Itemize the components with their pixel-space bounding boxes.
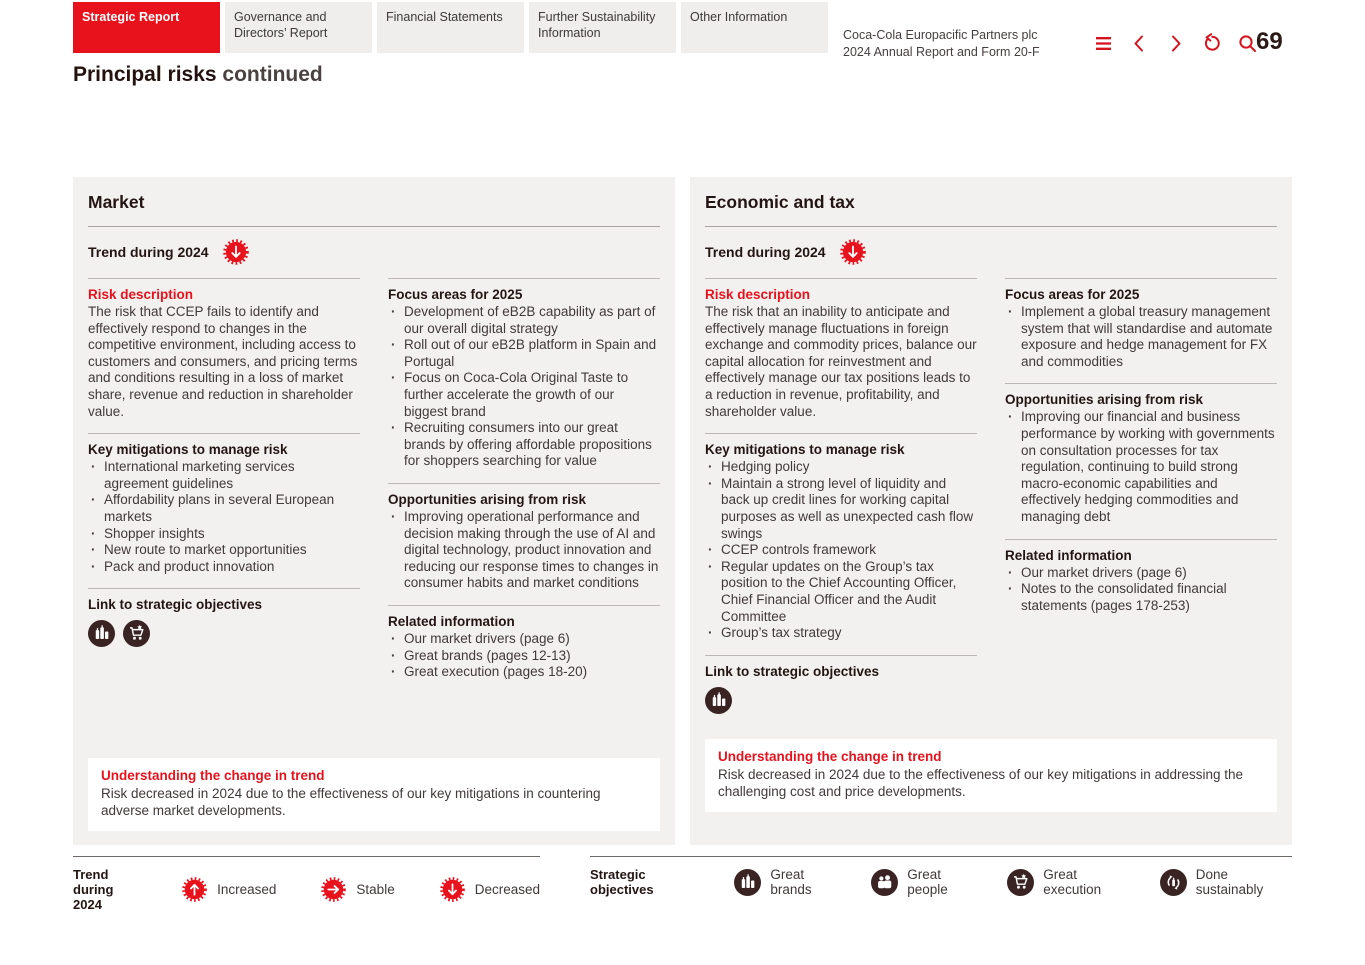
key-mitigations-list (88, 459, 360, 575)
trend-label: Trend during 2024 (88, 244, 209, 260)
focus-areas-section (388, 278, 660, 483)
list-item: · Great brands (pages 12-13) (388, 648, 660, 665)
panel-right-column (388, 278, 660, 694)
understanding-trend-text: Risk decreased in 2024 due to the effectiveness of our key mitigations in countering adverse market developments. (101, 786, 601, 818)
key-mitigations-heading: Key mitigations to manage risk (88, 442, 288, 458)
risk-description-section (705, 278, 977, 433)
opportunities-list (1005, 409, 1277, 525)
panel-market (73, 177, 675, 845)
legend-label: Great people (907, 867, 948, 897)
page-title (73, 63, 323, 87)
trend-row (705, 227, 1277, 278)
list-item: · Roll out of our eB2B platform in Spain and Portugal (388, 337, 660, 370)
list-item: · Shopper insights (88, 526, 360, 543)
list-item: · CCEP controls framework (705, 542, 977, 559)
strategic-objectives-legend (590, 856, 1292, 897)
great-brands-icon (705, 687, 732, 714)
company-name: Coca-Cola Europacific Partners plc (843, 28, 1038, 42)
understanding-trend-heading: Understanding the change in trend (718, 749, 942, 764)
list-item: · Affordability plans in several European markets (88, 492, 360, 525)
list-item: · Development of eB2B capability as part of our overall digital strategy (388, 304, 660, 337)
understanding-trend-heading: Understanding the change in trend (101, 768, 325, 783)
trend-legend-title: Trend during 2024 (73, 867, 114, 912)
undo-icon[interactable] (1201, 33, 1222, 54)
key-mitigations-section (88, 433, 360, 588)
legend-item-done-sustainably (1160, 867, 1292, 897)
risk-panels (73, 177, 1292, 845)
key-mitigations-section (705, 433, 977, 655)
opportunities-section (1005, 383, 1277, 538)
related-information-section (1005, 539, 1277, 628)
key-mitigations-list (705, 459, 977, 642)
legend-label: Great execution (1043, 867, 1102, 897)
list-item: · Our market drivers (page 6) (388, 631, 660, 648)
tab-further-sustainability-information[interactable]: Further Sustainability Information (529, 2, 676, 53)
great-execution-icon (123, 620, 150, 647)
opportunities-section (388, 483, 660, 605)
opportunities-list (388, 509, 660, 592)
great-brands-icon (734, 869, 761, 896)
legend-item-stable (320, 876, 394, 903)
trend-increased-icon (181, 876, 208, 903)
objective-icons (705, 687, 977, 714)
trend-legend (73, 856, 540, 912)
legend-item-increased (181, 876, 276, 903)
tab-governance-directors-report[interactable]: Governance and Directors’ Report (225, 2, 372, 53)
panel-title: Market (88, 190, 660, 227)
list-item: · Our market drivers (page 6) (1005, 565, 1277, 582)
focus-areas-heading: Focus areas for 2025 (388, 287, 523, 302)
report-identifier (843, 27, 1040, 61)
related-information-list (388, 631, 660, 681)
list-item: · Regular updates on the Group’s tax position to the Chief Accounting Officer, Chief Financial Officer and the Audit Committee (705, 559, 977, 625)
panel-title: Economic and tax (705, 190, 1277, 227)
done-sustainably-icon (1160, 869, 1187, 896)
report-name: 2024 Annual Report and Form 20-F (843, 44, 1040, 59)
link-objectives-heading: Link to strategic objectives (88, 597, 263, 613)
understanding-trend-text: Risk decreased in 2024 due to the effectiveness of our key mitigations in addressing the challenging cost and price developments. (718, 767, 1244, 799)
search-icon[interactable] (1237, 33, 1258, 54)
trend-label: Trend during 2024 (705, 244, 826, 260)
opportunities-heading: Opportunities arising from risk (1005, 392, 1204, 408)
list-item: · Improving operational performance and decision making through the use of AI and digital technology, product innovation and reducing our response times to changes in consumer habits and market conditions (388, 509, 660, 592)
risk-description-text: The risk that an inability to anticipate and effectively manage fluctuations in foreign exchange and commodity prices, balance our capital allocation for reinvestment and effectively manage our tax positions leads to a reduction in revenue, profitability, and shareholder value. (705, 304, 977, 419)
great-brands-icon (88, 620, 115, 647)
legend-label: Increased (217, 882, 277, 897)
link-objectives-section (705, 655, 977, 727)
toolbar (1093, 33, 1258, 54)
focus-areas-heading: Focus areas for 2025 (1005, 287, 1140, 302)
list-item: · Recruiting consumers into our great brands by offering affordable propositions for shoppers searching for value (388, 420, 660, 470)
risk-description-heading: Risk description (88, 287, 194, 302)
trend-decreased-icon (222, 238, 250, 266)
related-information-list (1005, 565, 1277, 615)
risk-description-heading: Risk description (705, 287, 811, 302)
list-item: · International marketing services agreement guidelines (88, 459, 360, 492)
legend-label: Done sustainably (1195, 867, 1264, 897)
tab-financial-statements[interactable]: Financial Statements (377, 2, 524, 53)
link-objectives-section (88, 588, 360, 660)
key-mitigations-heading: Key mitigations to manage risk (705, 442, 905, 458)
panel-columns (88, 278, 660, 694)
trend-decreased-icon (439, 876, 466, 903)
list-item: · Notes to the consolidated financial statements (pages 178-253) (1005, 581, 1277, 614)
list-item: · Pack and product innovation (88, 559, 360, 576)
tab-strategic-report[interactable]: Strategic Report (73, 2, 220, 53)
list-item: · Maintain a strong level of liquidity and back up credit lines for working capital purposes as well as unexpected cash flow swings (705, 476, 977, 542)
objective-icons (88, 620, 360, 647)
focus-areas-list (388, 304, 660, 470)
page-title-bold: Principal risks (73, 63, 217, 86)
list-item: · New route to market opportunities (88, 542, 360, 559)
trend-decreased-icon (839, 238, 867, 266)
understanding-trend-box (705, 739, 1277, 812)
focus-areas-list (1005, 304, 1277, 370)
list-item: · Hedging policy (705, 459, 977, 476)
link-objectives-heading: Link to strategic objectives (705, 663, 880, 679)
risk-description-text: The risk that CCEP fails to identify and effectively respond to changes in the competitive environment, including access to customers and consumers, and pricing terms and conditions resulting in a loss of market share, revenue and reduction in shareholder value. (88, 304, 358, 419)
chevron-right-icon[interactable] (1165, 33, 1186, 54)
risk-description-section (88, 278, 360, 433)
trend-stable-icon (320, 876, 347, 903)
list-item: · Great execution (pages 18-20) (388, 664, 660, 681)
panel-columns (705, 278, 1277, 727)
focus-areas-section (1005, 278, 1277, 383)
understanding-trend-box (88, 758, 660, 831)
menu-icon[interactable] (1093, 33, 1114, 54)
legend-item-great-people (871, 867, 979, 897)
great-people-icon (871, 869, 898, 896)
related-information-section (388, 605, 660, 694)
page-title-suffix: continued (216, 63, 323, 86)
legend-label: Decreased (474, 882, 540, 897)
panel-left-column (705, 278, 977, 727)
legend-item-great-execution (1007, 867, 1131, 897)
list-item: · Focus on Coca-Cola Original Taste to further accelerate the growth of our biggest brand (388, 370, 660, 420)
trend-row (88, 227, 660, 278)
tab-other-information[interactable]: Other Information (681, 2, 828, 53)
objectives-legend-title: Strategic objectives (590, 867, 654, 897)
legend-item-decreased (439, 876, 540, 903)
list-item: · Implement a global treasury management system that will standardise and automate exposure and hedge management for FX and commodities (1005, 304, 1277, 370)
page-number: 69 (1256, 28, 1283, 55)
legend-label: Stable (356, 882, 395, 897)
great-execution-icon (1007, 869, 1034, 896)
list-item: · Group’s tax strategy (705, 625, 977, 642)
panel-economic-and-tax (690, 177, 1292, 845)
panel-right-column (1005, 278, 1277, 727)
legend-label: Great brands (770, 867, 812, 897)
chevron-left-icon[interactable] (1129, 33, 1150, 54)
list-item: · Improving our financial and business performance by working with governments on consultation processes for tax regulation, continuing to build strong macro-economic capabilities and effectively hedging commodities and managing debt (1005, 409, 1277, 525)
section-tabs (73, 2, 828, 53)
legend-item-great-brands (734, 867, 843, 897)
related-information-heading: Related information (388, 613, 515, 629)
opportunities-heading: Opportunities arising from risk (388, 491, 587, 507)
panel-left-column (88, 278, 360, 694)
related-information-heading: Related information (1005, 547, 1132, 563)
